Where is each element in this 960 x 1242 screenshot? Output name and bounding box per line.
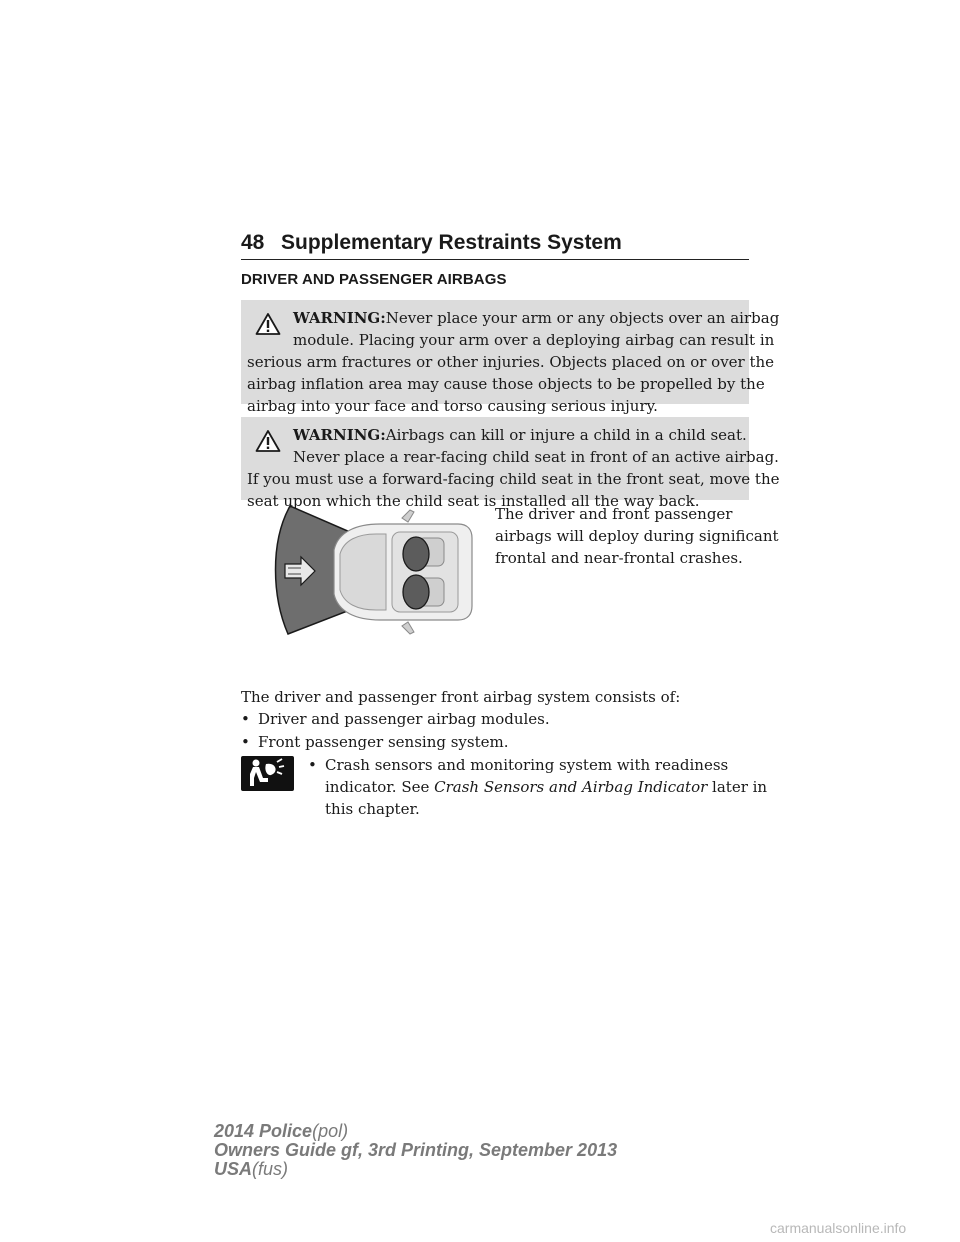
chapter-title: Supplementary Restraints System xyxy=(281,231,622,254)
passenger-airbag xyxy=(403,575,429,609)
warning-line: Never place a rear-facing child seat in front of an active airbag. xyxy=(293,448,779,466)
warning-box-child-seat xyxy=(241,417,780,510)
warning-line: WARNING:Never place your arm or any objects over an airbag xyxy=(293,309,780,327)
document-footer: 2014 Police(pol) Owners Guide gf, 3rd Printing, September 2013 USA(fus) xyxy=(214,1121,618,1179)
warning-triangle-icon xyxy=(255,312,281,336)
warning-line: serious arm fractures or other injuries. Objects placed on or over the xyxy=(247,353,775,371)
warning-label: WARNING: xyxy=(293,309,386,327)
watermark: carmanualsonline.info xyxy=(770,1220,907,1236)
cross-reference-link: Crash Sensors and Airbag Indicator xyxy=(434,778,708,796)
list-item: • Driver and passenger airbag modules. xyxy=(241,710,550,728)
list-item: • Crash sensors and monitoring system with readiness indicator. See Crash Sensors and Airbag Indicator later in this chapter. xyxy=(308,756,768,818)
warning-line: airbag into your face and torso causing serious injury. xyxy=(247,397,658,415)
airbag-deployment-illustration xyxy=(268,502,480,636)
driver-airbag xyxy=(403,537,429,571)
warning-line: WARNING:Airbags can kill or injure a child in a child seat. xyxy=(293,426,747,444)
warning-label: WARNING: xyxy=(293,426,386,444)
section-heading: DRIVER AND PASSENGER AIRBAGS xyxy=(241,271,507,288)
vehicle-top-view xyxy=(334,510,472,634)
warning-line: seat upon which the child seat is installed all the way back. xyxy=(247,492,700,510)
system-intro-text: The driver and passenger front airbag system consists of: xyxy=(241,688,681,706)
warning-line: airbag inflation area may cause those objects to be propelled by the xyxy=(247,375,765,393)
warning-line: If you must use a forward-facing child seat in the front seat, move the xyxy=(247,470,780,488)
warning-line: module. Placing your arm over a deploying airbag can result in xyxy=(293,331,775,349)
warning-box-arm-objects xyxy=(241,300,780,415)
page-header xyxy=(241,229,749,260)
figure-caption: The driver and front passenger airbags will deploy during significant frontal and near-frontal crashes. xyxy=(495,505,779,567)
page-number: 48 xyxy=(241,231,265,254)
warning-triangle-icon xyxy=(255,429,281,453)
list-item: • Front passenger sensing system. xyxy=(241,733,509,751)
airbag-indicator-icon xyxy=(241,756,294,791)
